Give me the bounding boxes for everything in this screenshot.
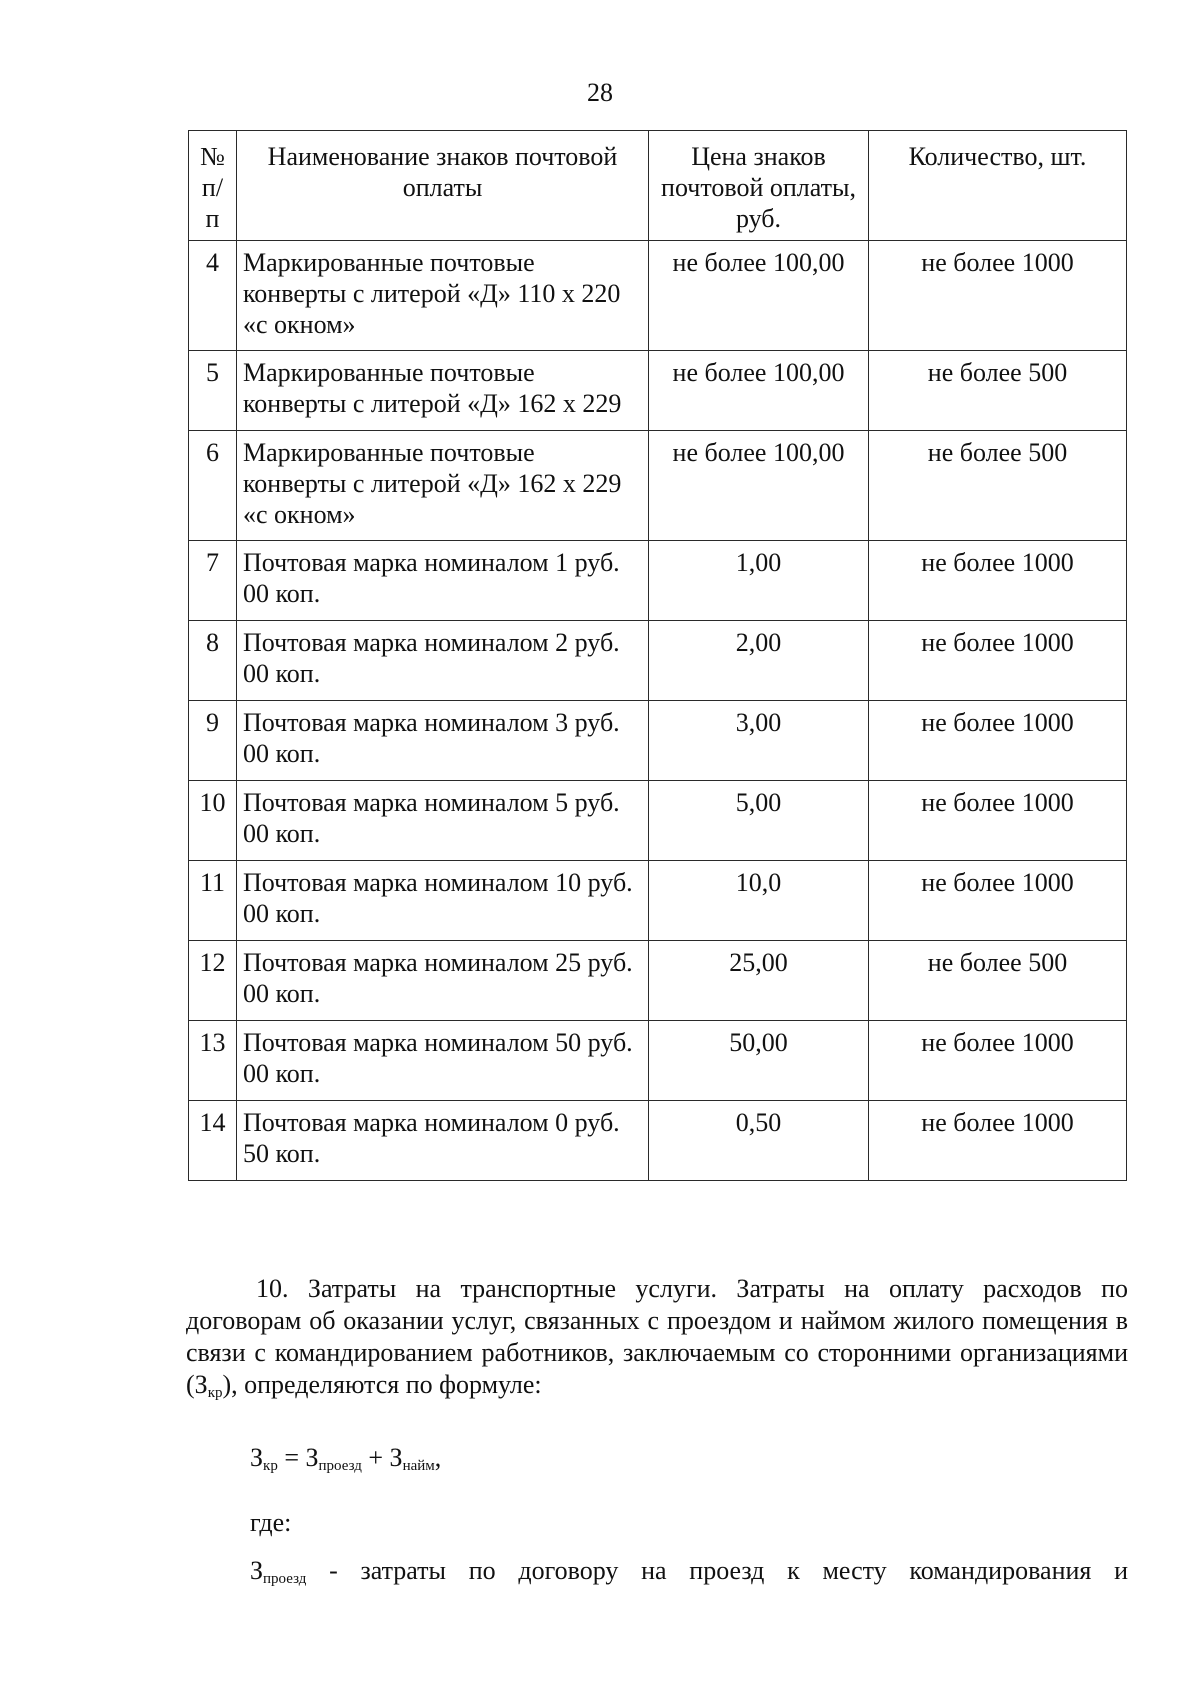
formula-term-1: З <box>305 1443 319 1472</box>
header-price: Цена знаков почтовой оплаты, руб. <box>649 131 869 241</box>
row-price: 3,00 <box>649 701 869 781</box>
definition-text: - затраты по договору на проезд к месту командирования и <box>306 1556 1128 1585</box>
section-10-paragraph <box>186 1273 1128 1409</box>
row-num: 13 <box>189 1021 237 1101</box>
table-row <box>189 241 1127 351</box>
row-num: 6 <box>189 431 237 541</box>
formula-lhs-sub: кр <box>263 1458 278 1474</box>
row-qty: не более 1000 <box>869 1021 1127 1101</box>
row-price: 1,00 <box>649 541 869 621</box>
row-qty: не более 1000 <box>869 241 1127 351</box>
row-price: не более 100,00 <box>649 241 869 351</box>
table-row <box>189 351 1127 431</box>
table-row <box>189 541 1127 621</box>
row-num: 8 <box>189 621 237 701</box>
row-name: Почтовая марка номиналом 0 руб. 50 коп. <box>237 1101 649 1181</box>
postage-table <box>188 130 1127 1181</box>
row-name: Почтовая марка номиналом 2 руб. 00 коп. <box>237 621 649 701</box>
row-qty: не более 1000 <box>869 701 1127 781</box>
row-name: Почтовая марка номиналом 3 руб. 00 коп. <box>237 701 649 781</box>
table-row <box>189 431 1127 541</box>
row-qty: не более 1000 <box>869 621 1127 701</box>
formula-term-1-sub: проезд <box>318 1458 362 1474</box>
where-label: где: <box>250 1508 292 1537</box>
row-qty: не более 1000 <box>869 781 1127 861</box>
row-price: 50,00 <box>649 1021 869 1101</box>
row-name: Почтовая марка номиналом 50 руб. 00 коп. <box>237 1021 649 1101</box>
row-num: 4 <box>189 241 237 351</box>
row-num: 10 <box>189 781 237 861</box>
table-row <box>189 701 1127 781</box>
row-price: 5,00 <box>649 781 869 861</box>
formula-tail: , <box>434 1443 442 1472</box>
row-name: Маркированные почтовые конверты с литерой «Д» 162 х 229 <box>237 351 649 431</box>
formula-lhs: З <box>250 1443 264 1472</box>
row-price: не более 100,00 <box>649 351 869 431</box>
row-price: 10,0 <box>649 861 869 941</box>
formula-term-2: З <box>389 1443 403 1472</box>
table-row <box>189 1101 1127 1181</box>
paragraph-text-end: ), определяются по формуле: <box>222 1370 542 1399</box>
paragraph-text: 10. Затраты на транспортные услуги. Затраты на оплату расходов по договорам об оказании услуг, связанных с проездом и наймом жилого помещения в связи с командированием работников, заключаемым со сторонними организациями (З <box>186 1274 1128 1399</box>
row-name: Маркированные почтовые конверты с литерой «Д» 162 х 229 «с окном» <box>237 431 649 541</box>
row-qty: не более 1000 <box>869 1101 1127 1181</box>
row-qty: не более 500 <box>869 941 1127 1021</box>
row-price: 2,00 <box>649 621 869 701</box>
row-qty: не более 1000 <box>869 861 1127 941</box>
table-row <box>189 941 1127 1021</box>
row-name: Маркированные почтовые конверты с литерой «Д» 110 х 220 «с окном» <box>237 241 649 351</box>
row-price: не более 100,00 <box>649 431 869 541</box>
table-row <box>189 1021 1127 1101</box>
row-qty: не более 1000 <box>869 541 1127 621</box>
row-qty: не более 500 <box>869 431 1127 541</box>
table-row <box>189 861 1127 941</box>
table-row <box>189 621 1127 701</box>
row-price: 0,50 <box>649 1101 869 1181</box>
header-num: № п/п <box>189 131 237 241</box>
formula-equals: = <box>277 1443 306 1472</box>
row-name: Почтовая марка номиналом 1 руб. 00 коп. <box>237 541 649 621</box>
header-name: Наименование знаков почтовой оплаты <box>237 131 649 241</box>
definition-line <box>250 1556 1128 1588</box>
row-name: Почтовая марка номиналом 5 руб. 00 коп. <box>237 781 649 861</box>
header-qty: Количество, шт. <box>869 131 1127 241</box>
paragraph-subscript: кр <box>207 1385 223 1401</box>
formula <box>250 1443 441 1475</box>
row-num: 14 <box>189 1101 237 1181</box>
row-qty: не более 500 <box>869 351 1127 431</box>
row-name: Почтовая марка номиналом 25 руб. 00 коп. <box>237 941 649 1021</box>
table-row <box>189 781 1127 861</box>
row-num: 5 <box>189 351 237 431</box>
row-num: 9 <box>189 701 237 781</box>
table-header-row <box>189 131 1127 241</box>
row-num: 11 <box>189 861 237 941</box>
page-number: 28 <box>587 78 613 107</box>
row-price: 25,00 <box>649 941 869 1021</box>
definition-symbol-sub: проезд <box>263 1571 307 1587</box>
definition-symbol: З <box>250 1556 264 1585</box>
formula-term-2-sub: найм <box>402 1458 435 1474</box>
row-num: 12 <box>189 941 237 1021</box>
formula-plus: + <box>361 1443 390 1472</box>
row-name: Почтовая марка номиналом 10 руб. 00 коп. <box>237 861 649 941</box>
row-num: 7 <box>189 541 237 621</box>
